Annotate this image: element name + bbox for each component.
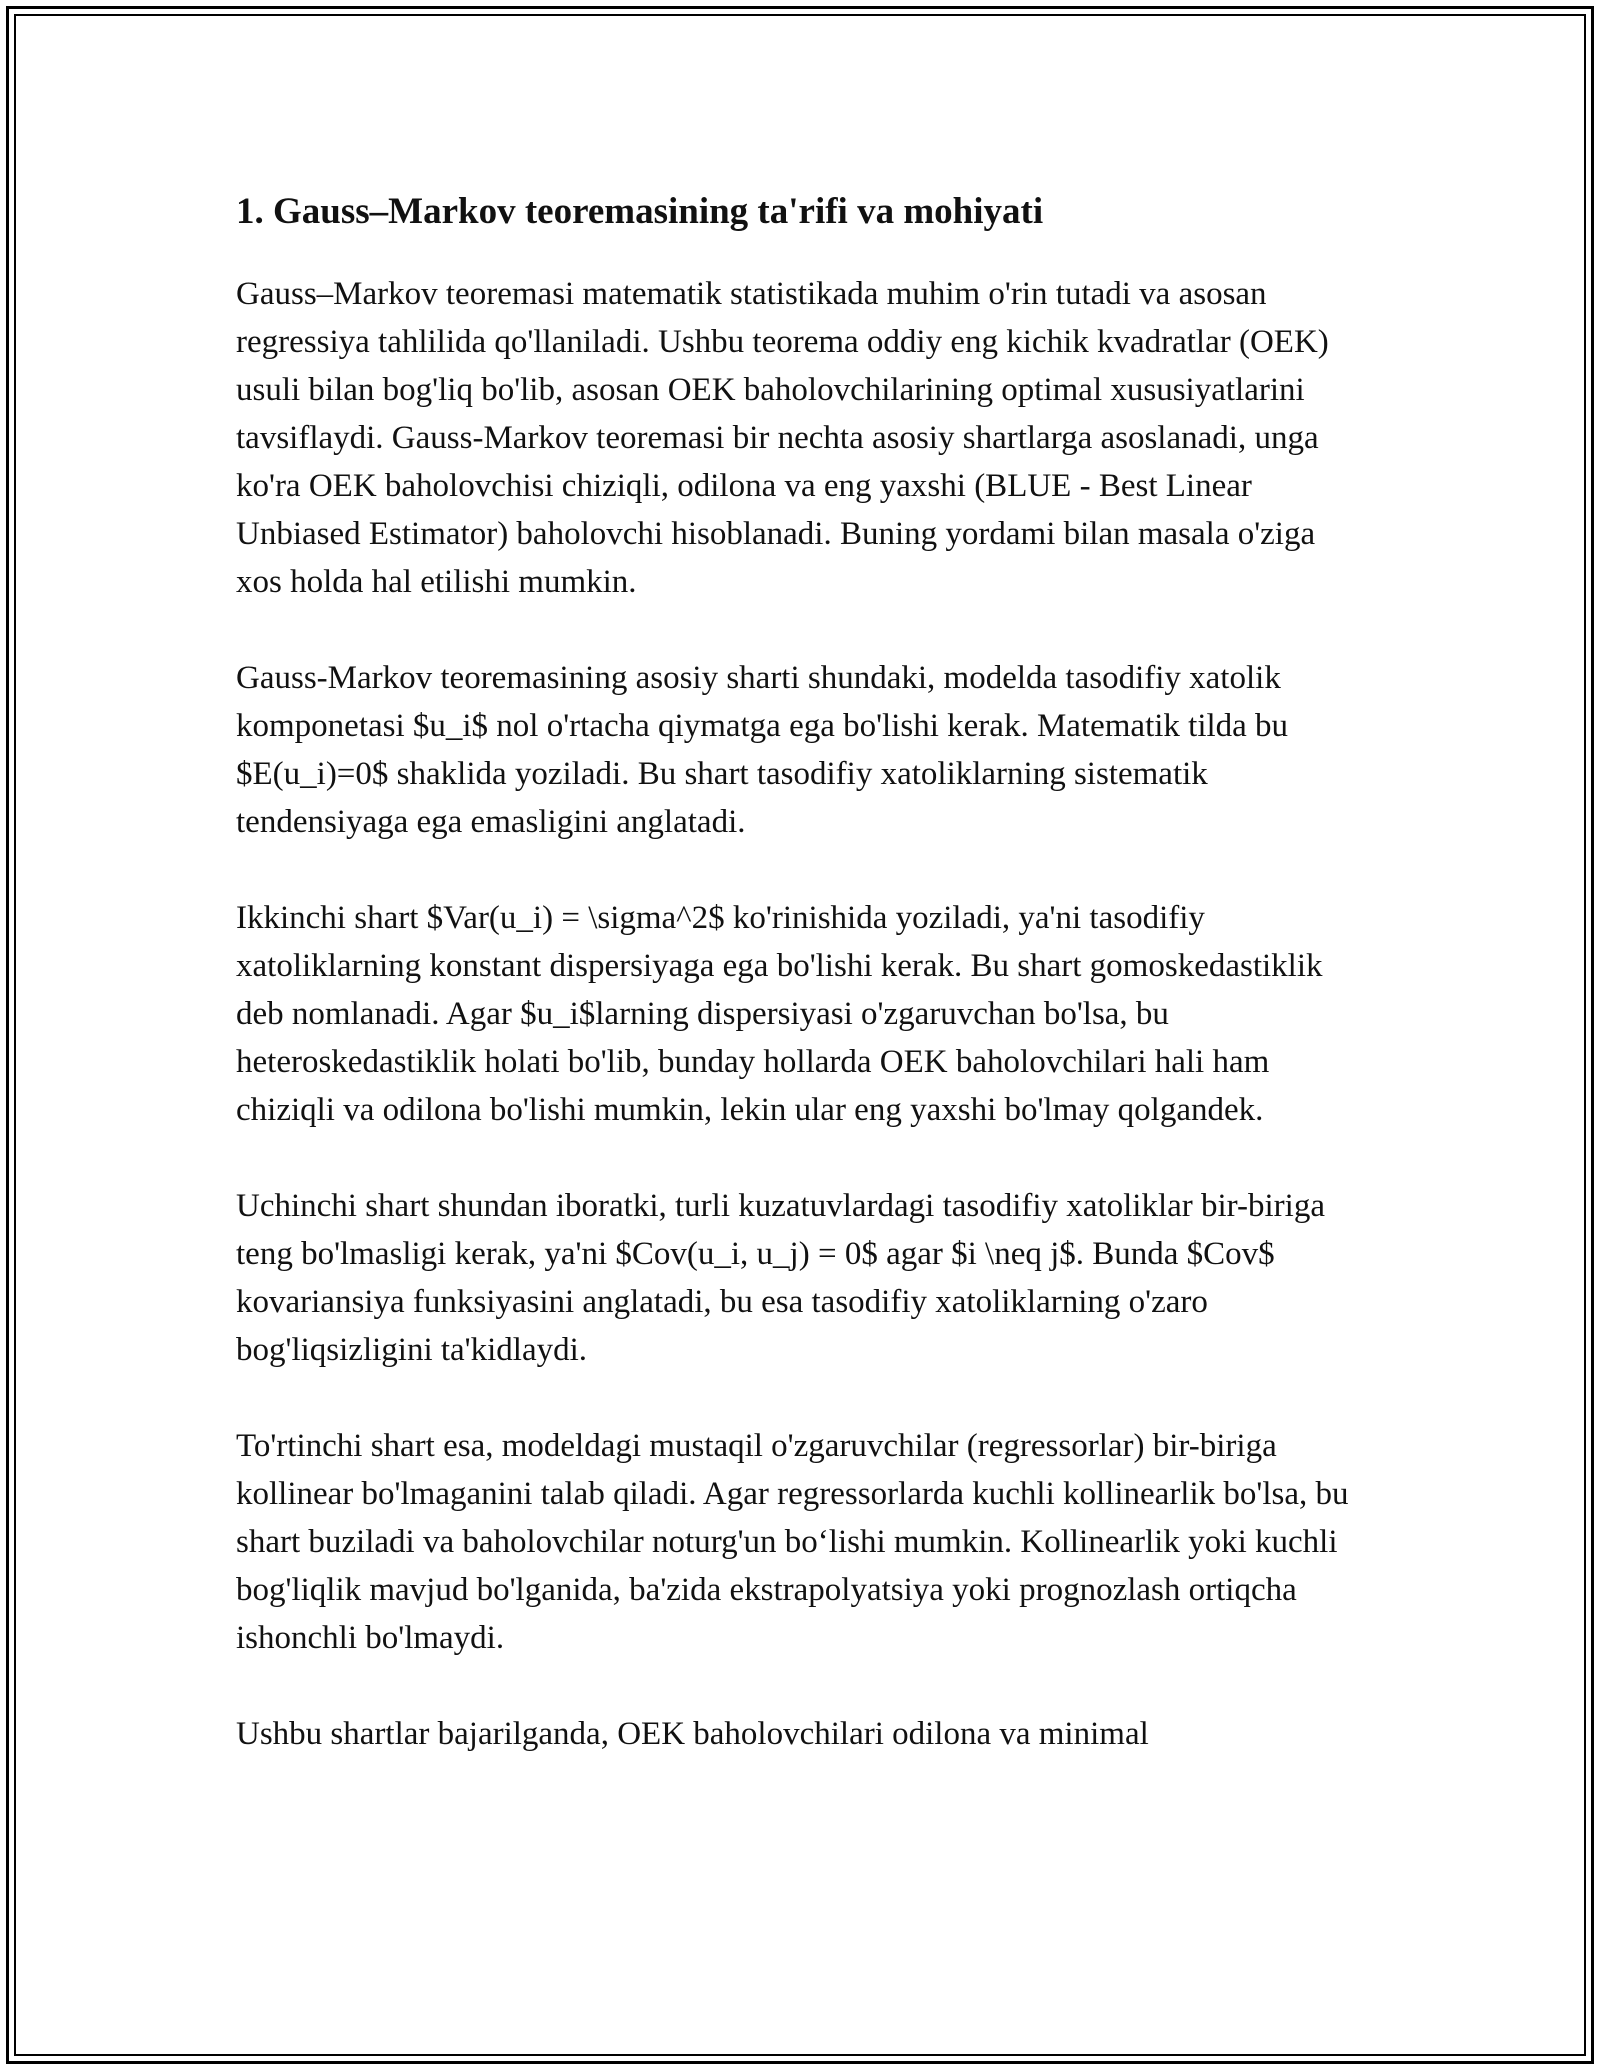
paragraph-second-condition: Ikkinchi shart $Var(u_i) = \sigma^2$ ko'rinishida yoziladi, ya'ni tasodifiy xatoliklarning konstant dispersiyaga ega bo'lishi kerak. Bu shart gomoskedastiklik deb nomlanadi. Agar $u_i$larning dispersiyasi o'zgaruvchan bo'lsa, bu heteroskedastiklik holati bo'lib, bunday hollarda OEK baholovchilari hali ham chiziqli va odilona bo'lishi mumkin, lekin ular eng yaxshi bo'lmay qolgandek. [236, 900, 1323, 1128]
paragraph-intro: Gauss–Markov teoremasi matematik statistikada muhim o'rin tutadi va asosan regressiya tahlilida qo'llaniladi. Ushbu teorema oddiy eng kichik kvadratlar (OEK) usuli bilan bog'liq bo'lib, asosan OEK baholovchilarining optimal xususiyatlarini tavsiflaydi. Gauss-Markov teoremasi bir nechta asosiy shartlarga asoslanadi, unga ko'ra OEK baholovchisi chiziqli, odilona va eng yaxshi (BLUE - Best Linear Unbiased Estimator) baholovchi hisoblanadi. Buning yordami bilan masala o'ziga xos holda hal etilishi mumkin. [236, 276, 1329, 600]
section-heading: 1. Gauss–Markov teoremasining ta'rifi va mohiyati [236, 191, 1044, 232]
document-body [236, 186, 1366, 1806]
paragraph-third-condition: Uchinchi shart shundan iboratki, turli kuzatuvlardagi tasodifiy xatoliklar bir-biriga teng bo'lmasligi kerak, ya'ni $Cov(u_i, u_j) = 0$ agar $i \neq j$. Bunda $Cov$ kovariansiya funksiyasini anglatadi, bu esa tasodifiy xatoliklarning o'zaro bog'liqsizligini ta'kidlaydi. [236, 1188, 1325, 1368]
paragraph-first-condition: Gauss-Markov teoremasining asosiy sharti shundaki, modelda tasodifiy xatolik komponetasi $u_i$ nol o'rtacha qiymatga ega bo'lishi kerak. Matematik tilda bu $E(u_i)=0$ shaklida yoziladi. Bu shart tasodifiy xatoliklarning sistematik tendensiyaga ega emasligini anglatadi. [236, 660, 1289, 840]
paragraph-fourth-condition: To'rtinchi shart esa, modeldagi mustaqil o'zgaruvchilar (regressorlar) bir-biriga kollinear bo'lmaganini talab qiladi. Agar regressorlarda kuchli kollinearlik bo'lsa, bu shart buziladi va baholovchilar noturg'un bo‘lishi mumkin. Kollinearlik yoki kuchli bog'liqlik mavjud bo'lganida, ba'zida ekstrapolyatsiya yoki prognozlash ortiqcha ishonchli bo'lmaydi. [236, 1428, 1349, 1656]
paragraph-conclusion: Ushbu shartlar bajarilganda, OEK baholovchilari odilona va minimal [236, 1716, 1149, 1752]
